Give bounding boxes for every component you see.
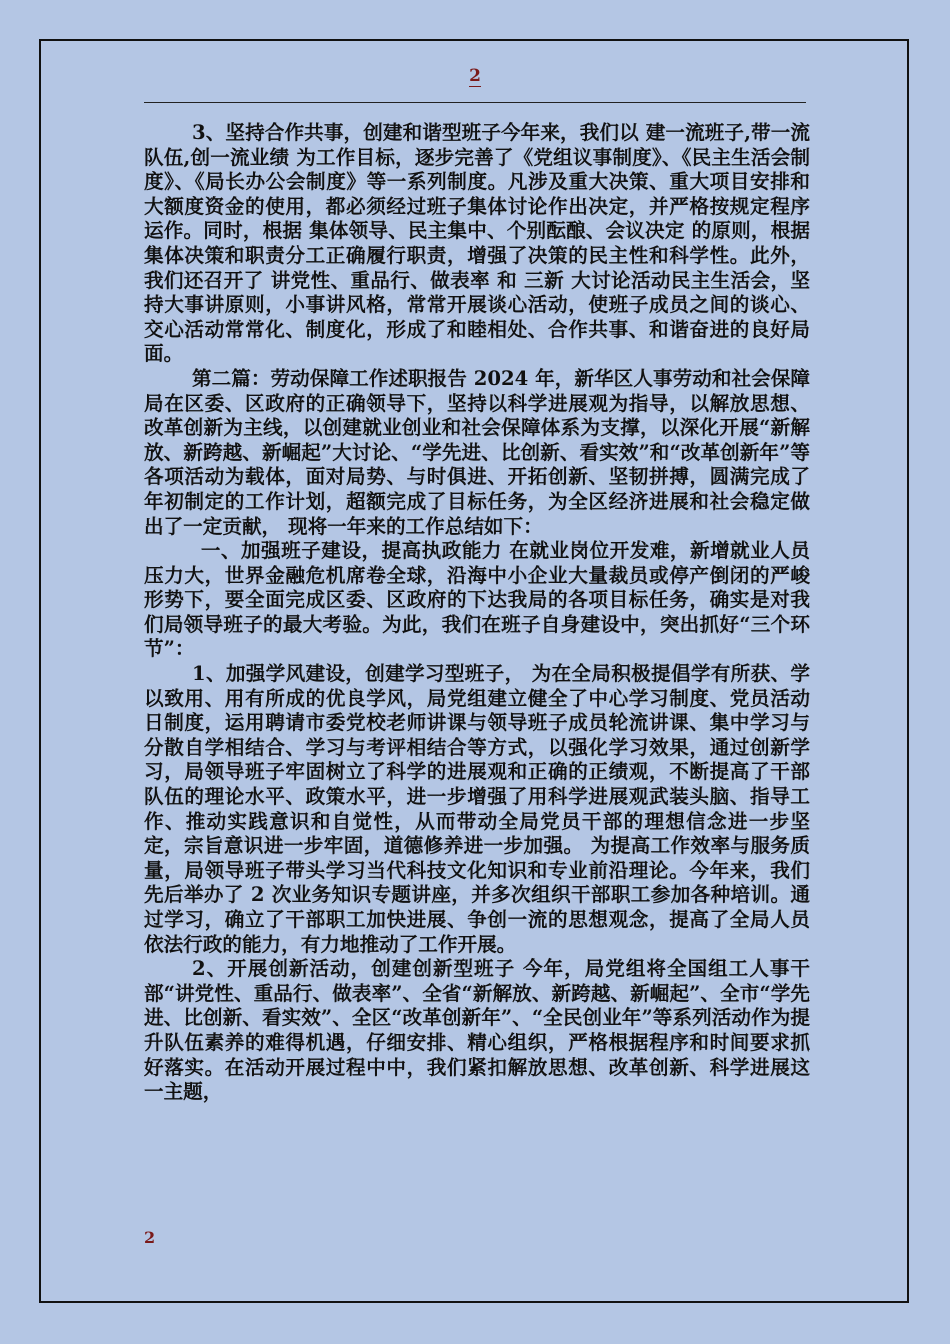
body-paragraph-5: 2、开展创新活动，创建创新型班子 今年，局党组将全国组工人事干部“讲党性、重品行、做表率”、全省“新解放、新跨越、新崛起”、全市“学先进、比创新、看实效”、全区“改革创新年”、“全民创业年”等系列活动作为提升队伍素养的难得机遇，仔细安排、精心组织，严格根据程序和时间要求抓好落实。在活动开展过程中中，我们紧扣解放思想、改革创新、科学进展这一主题，	[144, 957, 810, 1104]
header-divider	[144, 102, 806, 103]
body-paragraph-3: 一、加强班子建设，提高执政能力 在就业岗位开发难，新增就业人员压力大，世界金融危机席卷全球，沿海中小企业大量裁员或停产倒闭的严峻形势下，要全面完成区委、区政府的下达我局的各项目标任务，确实是对我们局领导班子的最大考验。为此，我们在班子自身建设中，突出抓好“三个环节”：	[144, 539, 810, 661]
document-body	[144, 121, 810, 1105]
body-paragraph-2: 第二篇：劳动保障工作述职报告 2024 年，新华区人事劳动和社会保障局在区委、区政府的正确领导下，坚持以科学进展观为指导，以解放思想、改革创新为主线，以创建就业创业和社会保障体系为支撑，以深化开展“新解放、新跨越、新崛起”大讨论、“学先进、比创新、看实效”和“改革创新年”等各项活动为载体，面对局势、与时俱进、开拓创新、坚韧拼搏，圆满完成了年初制定的工作计划，超额完成了目标任务，为全区经济进展和社会稳定做出了一定贡献， 现将一年来的工作总结如下：	[144, 366, 810, 538]
body-paragraph-1: 3、坚持合作共事，创建和谐型班子今年来，我们以 建一流班子,带一流队伍,创一流业绩 为工作目标，逐步完善了《党组议事制度》、《民主生活会制度》、《局长办公会制度》等一系列制度。凡涉及重大决策、重大项目安排和大额度资金的使用，都必须经过班子集体讨论作出决定，并严格按规定程序运作。同时，根据 集体领导、民主集中、个别酝酿、会议决定 的原则，根据集体决策和职责分工正确履行职责，增强了决策的民主性和科学性。此外，我们还召开了 讲党性、重品行、做表率 和 三新 大讨论活动民主生活会，坚持大事讲原则，小事讲风格，常常开展谈心活动，使班子成员之间的谈心、交心活动常常化、制度化，形成了和睦相处、合作共事、和谐奋进的良好局面。	[144, 121, 810, 366]
footer-page-number: 2	[144, 1228, 156, 1247]
header-page-number: 2	[469, 66, 481, 86]
body-paragraph-4: 1、加强学风建设，创建学习型班子， 为在全局积极提倡学有所获、学以致用、用有所成的优良学风，局党组建立健全了中心学习制度、党员活动日制度，运用聘请市委党校老师讲课与领导班子成员轮流讲课、集中学习与分散自学相结合、学习与考评相结合等方式，以强化学习效果，通过创新学习，局领导班子牢固树立了科学的进展观和正确的正绩观，不断提高了干部队伍的理论水平、政策水平，进一步增强了用科学进展观武装头脑、指导工作、推动实践意识和自觉性，从而带动全局党员干部的理想信念进一步坚定，宗旨意识进一步牢固，道德修养进一步加强。 为提高工作效率与服务质量，局领导班子带头学习当代科技文化知识和专业前沿理论。今年来，我们先后举办了 2 次业务知识专题讲座，并多次组织干部职工参加各种培训。通过学习，确立了干部职工加快进展、争创一流的思想观念，提高了全局人员依法行政的能力，有力地推动了工作开展。	[144, 662, 810, 956]
